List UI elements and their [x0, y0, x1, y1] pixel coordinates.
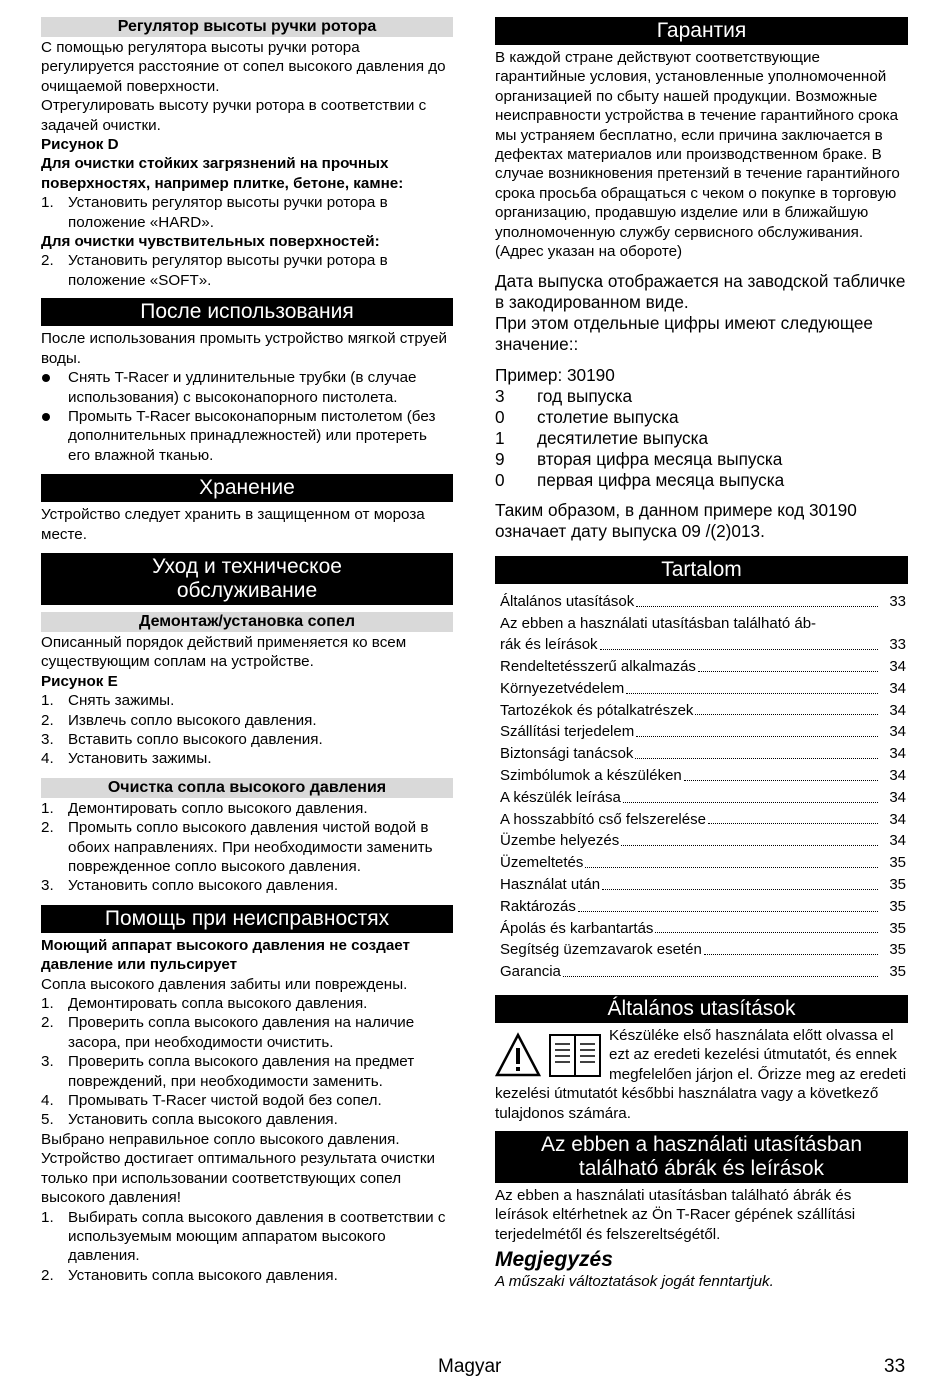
general-heading: Általános utasítások [495, 995, 908, 1023]
bullet-item: Промыть T-Racer высоконапорным пистолетом (без дополнительных принадлежностей) или протереть его влажной тканью. [41, 407, 453, 465]
toc-entry[interactable]: Biztonsági tanácsok 34 [500, 745, 906, 763]
toc-entry[interactable]: Ápolás és karbantartás 35 [500, 919, 906, 937]
toc-entry[interactable]: Raktározás 35 [500, 897, 906, 915]
rotor-adjust: Отрегулировать высоту ручки ротора в соответствии с задачей очистки. [41, 97, 427, 134]
date-code-row: 3 год выпуска [495, 386, 633, 407]
toc-entry[interactable]: Rendeltetésszerű alkalmazás 34 [500, 658, 906, 676]
toc-entry-line[interactable]: Az ebben a használati utasításban található áb- [500, 615, 817, 633]
date-conclusion: Таким образом, в данном примере код 30190 означает дату выпуска 09 /(2)013. [495, 500, 857, 542]
toc-entry[interactable]: Használat után 35 [500, 876, 906, 894]
care-heading: Уход и техническое обслуживание [41, 553, 453, 605]
general-icons [495, 1028, 605, 1082]
rotor-figure-ref: Рисунок D [41, 136, 119, 154]
toc-entry[interactable]: A készülék leírása 34 [500, 788, 906, 806]
troubleshooting-cause-2: Выбрано неправильное сопло высокого давления. Устройство достигает оптимального результата очистки только при использовании соответствующих сопел высокого давления! [41, 1130, 435, 1207]
list-item: 2. Установить регулятор высоты ручки ротора в положение «SOFT». [41, 252, 388, 289]
toc-entry[interactable]: Garancia 35 [500, 963, 906, 981]
toc-entry[interactable]: Tartozékok és pótalkatrészek 34 [500, 701, 906, 719]
warranty-heading: Гарантия [495, 17, 908, 45]
troubleshooting-cause-1: Сопла высокого давления забиты или повреждены. [41, 975, 408, 993]
date-text-2: При этом отдельные цифры имеют следующее значение:: [495, 313, 873, 355]
rotor-hard-heading: Для очистки стойких загрязнений на прочных поверхностях, например плитке, бетоне, камне: [41, 155, 404, 192]
list-item: 1. Снять зажимы. [41, 692, 175, 710]
date-code-row: 0 первая цифра месяца выпуска [495, 470, 785, 491]
rotor-soft-heading: Для очистки чувствительных поверхностей: [41, 233, 380, 251]
table-of-contents [495, 591, 908, 983]
list-item: 3. Проверить сопла высокого давления на предмет повреждений, при необходимости заменить. [41, 1053, 415, 1090]
list-item: 1. Демонтировать сопло высокого давления. [41, 799, 368, 817]
bullet-icon [42, 374, 50, 382]
note-text: A műszaki változtatások jogát fenntartjuk. [495, 1273, 774, 1291]
toc-entry[interactable]: rák és leírások 33 [500, 636, 906, 654]
list-item: 3. Вставить сопло высокого давления. [41, 730, 323, 748]
toc-entry[interactable]: Környezetvédelem 34 [500, 679, 906, 697]
toc-entry[interactable]: Általános utasítások 33 [500, 593, 906, 611]
toc-entry[interactable]: Szállítási terjedelem 34 [500, 723, 906, 741]
right-column [495, 17, 908, 1292]
toc-entry[interactable]: A hosszabbító cső felszerelése 34 [500, 810, 906, 828]
general-section [495, 1026, 908, 1123]
list-item: 1. Установить регулятор высоты ручки ротора в положение «HARD». [41, 194, 388, 231]
bullet-icon [42, 413, 50, 421]
date-text-1: Дата выпуска отображается на заводской табличке в закодированном виде. [495, 271, 906, 313]
date-code-row: 9 вторая цифра месяца выпуска [495, 449, 783, 470]
list-item: 5. Установить сопла высокого давления. [41, 1111, 338, 1129]
list-item: 3. Установить сопло высокого давления. [41, 877, 339, 895]
list-item: 2. Извлечь сопло высокого давления. [41, 711, 317, 729]
storage-text: Устройство следует хранить в защищенном от мороза месте. [41, 506, 425, 543]
list-item: 4. Установить зажимы. [41, 750, 212, 768]
nozzle-heading: Демонтаж/установка сопел [41, 612, 453, 632]
toc-heading: Tartalom [495, 556, 908, 584]
toc-entry[interactable]: Szimbólumok a készüléken 34 [500, 767, 906, 785]
toc-entry[interactable]: Üzembe helyezés 34 [500, 832, 906, 850]
bullet-item: Снять T-Racer и удлинительные трубки (в случае использования) с высоконапорного пистолета. [41, 368, 453, 407]
list-item: 2. Установить сопла высокого давления. [41, 1266, 338, 1284]
warranty-text: В каждой стране действуют соответствующие гарантийные условия, установленные уполномоченной организацией по сбыту нашей продукции. Возможные неисправности устройства в течение гарантийного срока мы устраняем бесплатно, если причина заключается в дефектах материалов или производственном браке. В случае возникновения претензий в течение гарантийного срока просьба обращаться с чеком о покупке в торговую организацию, продавшую изделие или в ближайшую уполномоченную службу сервисного обслуживания. [495, 49, 900, 241]
date-example: Пример: 30190 [495, 365, 615, 386]
toc-entry[interactable]: Üzemeltetés 35 [500, 854, 906, 872]
storage-heading: Хранение [41, 474, 453, 502]
clean-heading: Очистка сопла высокого давления [41, 778, 453, 798]
page-number: 33 [884, 1356, 906, 1377]
figures-text: Az ebben a használati utasításban található ábrák és leírások eltérhetnek az Ön T-Racer gépének szállítási terjedelmétől és felszereltségétől. [495, 1187, 856, 1243]
after-use-heading: После использования [41, 298, 453, 326]
troubleshooting-heading: Помощь при неисправностях [41, 905, 453, 933]
general-text: Készüléke első használata előtt olvassa el ezt az eredeti kezelési útmutatót, és ennek megfelelően járjon el. Őrizze meg az eredeti kezelési útmutatót későbbi használatra vagy a következő tulajdonos számára. [495, 1027, 907, 1122]
manual-book-icon [549, 1032, 601, 1078]
left-column [41, 17, 453, 1285]
figures-heading: Az ebben a használati utasításban található ábrák és leírások [495, 1131, 908, 1183]
after-use-text: После использования промыть устройство мягкой струей воды. [41, 330, 447, 367]
rotor-intro: С помощью регулятора высоты ручки ротора регулируется расстояние от сопел высокого давления до очищаемой поверхности. [41, 39, 446, 95]
warranty-address: (Адрес указан на обороте) [495, 243, 683, 261]
footer-language: Magyar [438, 1356, 502, 1377]
date-code-row: 1 десятилетие выпуска [495, 428, 709, 449]
list-item: 1. Демонтировать сопла высокого давления. [41, 995, 368, 1013]
note-heading: Megjegyzés [495, 1248, 613, 1272]
date-code-row: 0 столетие выпуска [495, 407, 679, 428]
troubleshooting-problem: Моющий аппарат высокого давления не создает давление или пульсирует [41, 936, 410, 974]
list-item: 2. Промыть сопло высокого давления чистой водой в обоих направлениях. При необходимости заменить поврежденное сопло высокого давления. [41, 819, 433, 875]
list-item: 2. Проверить сопла высокого давления на наличие засора, при необходимости очистить. [41, 1014, 415, 1051]
toc-entry[interactable]: Segítség üzemzavarok esetén 35 [500, 941, 906, 959]
warning-triangle-icon [495, 1032, 541, 1078]
nozzle-text: Описанный порядок действий применяется ко всем существующим соплам на устройстве. [41, 633, 407, 671]
list-item: 1. Выбирать сопла высокого давления в соответствии с используемым моющим аппаратом высокого давления. [41, 1208, 446, 1265]
nozzle-figure-ref: Рисунок E [41, 672, 118, 690]
list-item: 4. Промывать T-Racer чистой водой без сопел. [41, 1092, 382, 1110]
rotor-heading: Регулятор высоты ручки ротора [41, 17, 453, 37]
